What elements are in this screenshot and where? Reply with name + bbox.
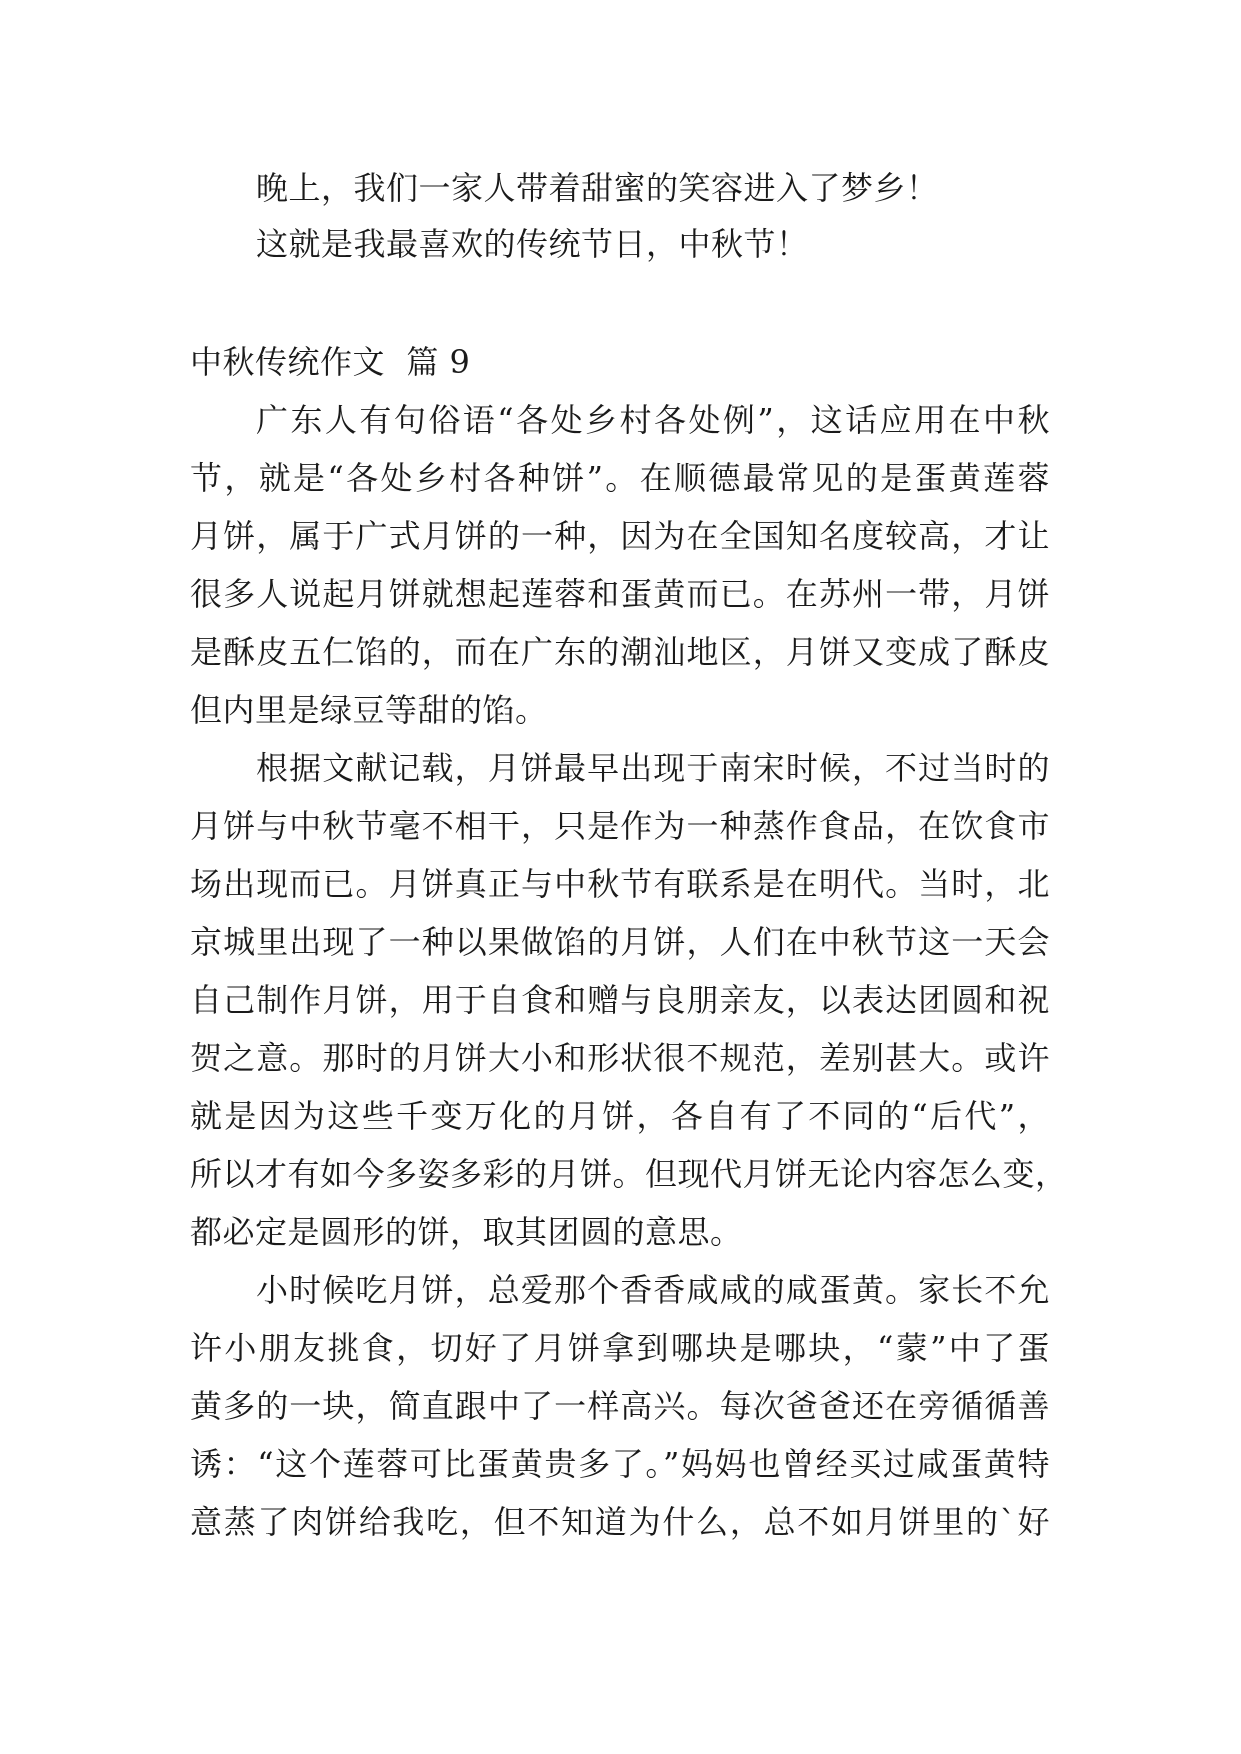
paragraph-line: 意蒸了肉饼给我吃，但不知道为什么，总不如月饼里的`好 — [190, 1503, 1050, 1541]
paragraph-line: 场出现而已。月饼真正与中秋节有联系是在明代。当时，北 — [190, 865, 1050, 903]
section-title: 中秋传统作文 篇 9 — [190, 343, 471, 381]
paragraph-line: 诱：“这个莲蓉可比蛋黄贵多了。”妈妈也曾经买过咸蛋黄特 — [190, 1445, 1050, 1483]
paragraph-line: 所以才有如今多姿多彩的月饼。但现代月饼无论内容怎么变， — [190, 1155, 1068, 1193]
paragraph-line: 根据文献记载，月饼最早出现于南宋时候，不过当时的 — [256, 749, 1050, 787]
paragraph-line: 就是因为这些千变万化的月饼，各自有了不同的“后代”， — [190, 1097, 1050, 1135]
paragraph-line: 京城里出现了一种以果做馅的月饼，人们在中秋节这一天会 — [190, 923, 1050, 961]
paragraph-line: 但内里是绿豆等甜的馅。 — [190, 691, 548, 729]
paragraph-line: 黄多的一块，简直跟中了一样高兴。每次爸爸还在旁循循善 — [190, 1387, 1050, 1425]
paragraph-line: 月饼，属于广式月饼的一种，因为在全国知名度较高，才让 — [190, 517, 1050, 555]
paragraph-line: 小时候吃月饼，总爱那个香香咸咸的咸蛋黄。家长不允 — [256, 1271, 1050, 1309]
paragraph-line: 自己制作月饼，用于自食和赠与良朋亲友，以表达团圆和祝 — [190, 981, 1050, 1019]
paragraph-line: 月饼与中秋节毫不相干，只是作为一种蒸作食品，在饮食市 — [190, 807, 1050, 845]
paragraph-line: 许小朋友挑食，切好了月饼拿到哪块是哪块，“蒙”中了蛋 — [190, 1329, 1050, 1367]
paragraph-line: 贺之意。那时的月饼大小和形状很不规范，差别甚大。或许 — [190, 1039, 1050, 1077]
paragraph-line: 都必定是圆形的饼，取其团圆的意思。 — [190, 1213, 743, 1251]
paragraph-line: 很多人说起月饼就想起莲蓉和蛋黄而已。在苏州一带，月饼 — [190, 575, 1050, 613]
paragraph-line: 是酥皮五仁馅的，而在广东的潮汕地区，月饼又变成了酥皮 — [190, 633, 1050, 671]
prev-section-line: 晚上，我们一家人带着甜蜜的笑容进入了梦乡！ — [256, 169, 939, 207]
paragraph-line: 广东人有句俗语“各处乡村各处例”，这话应用在中秋 — [256, 401, 1050, 439]
paragraph-line: 节，就是“各处乡村各种饼”。在顺德最常见的是蛋黄莲蓉 — [190, 459, 1050, 497]
prev-section-line: 这就是我最喜欢的传统节日，中秋节！ — [256, 225, 809, 263]
